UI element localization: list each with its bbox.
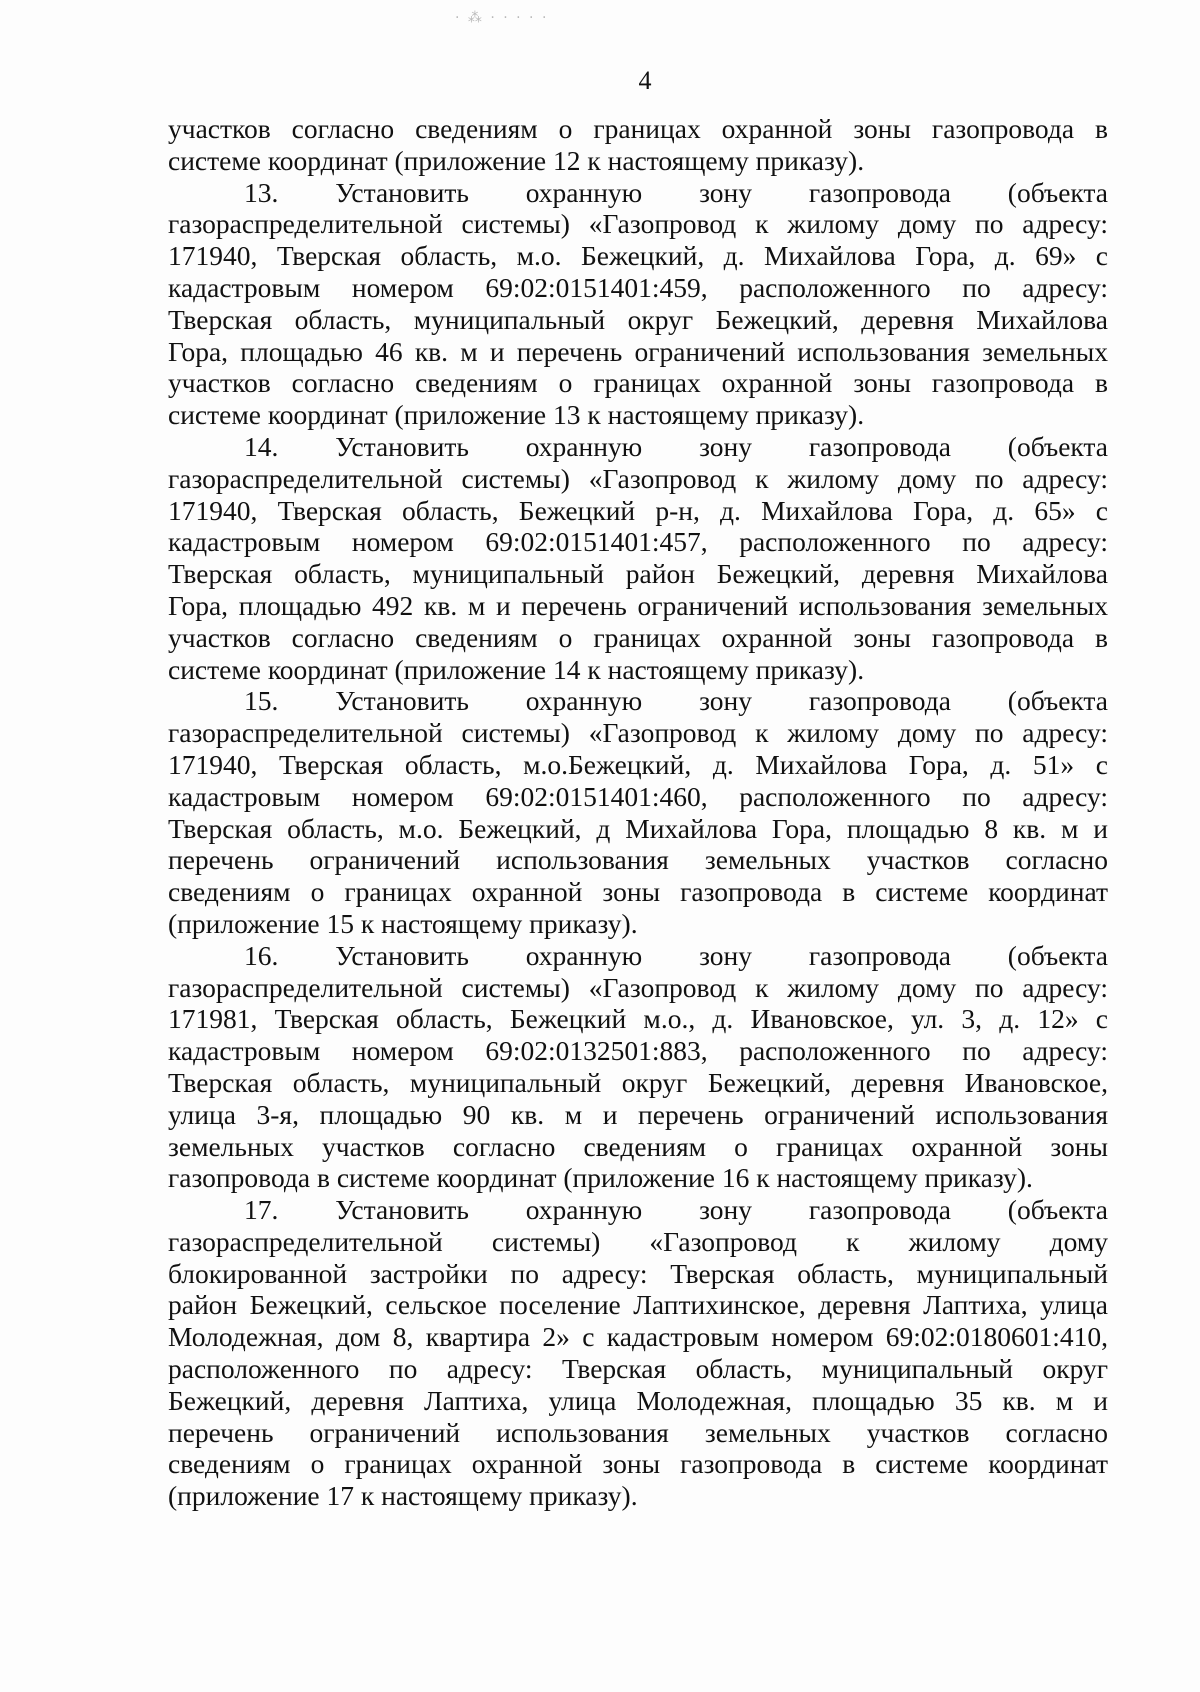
paragraph-line: газораспределительной системы) «Газопровод к жилому дому по адресу: [168, 462, 1108, 494]
paragraph [168, 177, 1108, 431]
paragraph-line: Молодежная, дом 8, квартира 2» с кадастровым номером 69:02:0180601:410, [168, 1321, 1108, 1353]
paragraph-line: кадастровым номером 69:02:0151401:457, расположенного по адресу: [168, 526, 1108, 558]
paragraph [168, 113, 1108, 177]
paragraph-line: 171981, Тверская область, Бежецкий м.о., д. Ивановское, ул. 3, д. 12» с [168, 1003, 1108, 1035]
paragraph-line: участков согласно сведениям о границах охранной зоны газопровода в [168, 621, 1108, 653]
paragraph-line: сведениям о границах охранной зоны газопровода в системе координат [168, 876, 1108, 908]
paragraph-line: (приложение 15 к настоящему приказу). [168, 907, 638, 939]
paragraph-line: участков согласно сведениям о границах охранной зоны газопровода в [168, 367, 1108, 399]
paragraph-line: земельных участков согласно сведениям о границах охранной зоны [168, 1130, 1108, 1162]
scan-artifact: · ⁂ · · · · · [455, 10, 549, 26]
paragraph-line: кадастровым номером 69:02:0151401:459, расположенного по адресу: [168, 271, 1108, 303]
paragraph-line: Тверская область, муниципальный округ Бежецкий, деревня Ивановское, [168, 1066, 1108, 1098]
paragraph-line: газораспределительной системы) «Газопровод к жилому дому по адресу: [168, 208, 1108, 240]
paragraph-line: 14. Установить охранную зону газопровода (объекта [244, 430, 1108, 462]
paragraph-line: Бежецкий, деревня Лаптиха, улица Молодежная, площадью 35 кв. м и [168, 1384, 1108, 1416]
paragraph-line: газораспределительной системы) «Газопровод к жилому дому [168, 1225, 1108, 1257]
document-body [168, 113, 1108, 1512]
paragraph-line: блокированной застройки по адресу: Тверская область, муниципальный [168, 1257, 1108, 1289]
paragraph-line: район Бежецкий, сельское поселение Лаптихинское, деревня Лаптиха, улица [168, 1289, 1108, 1321]
paragraph-line: перечень ограничений использования земельных участков согласно [168, 844, 1108, 876]
paragraph-line: Тверская область, муниципальный округ Бежецкий, деревня Михайлова [168, 303, 1108, 335]
paragraph [168, 1194, 1108, 1512]
paragraph-line: 171940, Тверская область, м.о.Бежецкий, д. Михайлова Гора, д. 51» с [168, 748, 1108, 780]
paragraph-line: системе координат (приложение 12 к настоящему приказу). [168, 144, 865, 176]
paragraph-line: 13. Установить охранную зону газопровода (объекта [244, 176, 1108, 208]
paragraph-line: газораспределительной системы) «Газопровод к жилому дому по адресу: [168, 717, 1108, 749]
paragraph-line: газопровода в системе координат (приложение 16 к настоящему приказу). [168, 1162, 1033, 1194]
paragraph-line: Гора, площадью 492 кв. м и перечень ограничений использования земельных [168, 589, 1108, 621]
paragraph [168, 685, 1108, 939]
paragraph [168, 940, 1108, 1194]
paragraph-line: улица 3-я, площадью 90 кв. м и перечень ограничений использования [168, 1098, 1108, 1130]
paragraph-line: расположенного по адресу: Тверская область, муниципальный округ [168, 1353, 1108, 1385]
paragraph-line: системе координат (приложение 14 к настоящему приказу). [168, 653, 865, 685]
paragraph-line: 171940, Тверская область, м.о. Бежецкий, д. Михайлова Гора, д. 69» с [168, 240, 1108, 272]
paragraph-line: 171940, Тверская область, Бежецкий р-н, д. Михайлова Гора, д. 65» с [168, 494, 1108, 526]
paragraph-line: 15. Установить охранную зону газопровода (объекта [244, 685, 1108, 717]
paragraph-line: кадастровым номером 69:02:0151401:460, расположенного по адресу: [168, 780, 1108, 812]
paragraph-line: Тверская область, м.о. Бежецкий, д Михайлова Гора, площадью 8 кв. м и [168, 812, 1108, 844]
paragraph-line: 16. Установить охранную зону газопровода (объекта [244, 939, 1108, 971]
paragraph-line: 17. Установить охранную зону газопровода (объекта [244, 1194, 1108, 1226]
paragraph-line: перечень ограничений использования земельных участков согласно [168, 1416, 1108, 1448]
paragraph-line: Гора, площадью 46 кв. м и перечень ограничений использования земельных [168, 335, 1108, 367]
paragraph-line: (приложение 17 к настоящему приказу). [168, 1480, 638, 1512]
page-number: 4 [638, 66, 652, 95]
paragraph-line: кадастровым номером 69:02:0132501:883, расположенного по адресу: [168, 1035, 1108, 1067]
paragraph-line: сведениям о границах охранной зоны газопровода в системе координат [168, 1448, 1108, 1480]
paragraph-line: Тверская область, муниципальный район Бежецкий, деревня Михайлова [168, 558, 1108, 590]
paragraph-line: участков согласно сведениям о границах охранной зоны газопровода в [168, 113, 1108, 144]
paragraph [168, 431, 1108, 685]
paragraph-line: системе координат (приложение 13 к настоящему приказу). [168, 399, 865, 431]
paragraph-line: газораспределительной системы) «Газопровод к жилому дому по адресу: [168, 971, 1108, 1003]
